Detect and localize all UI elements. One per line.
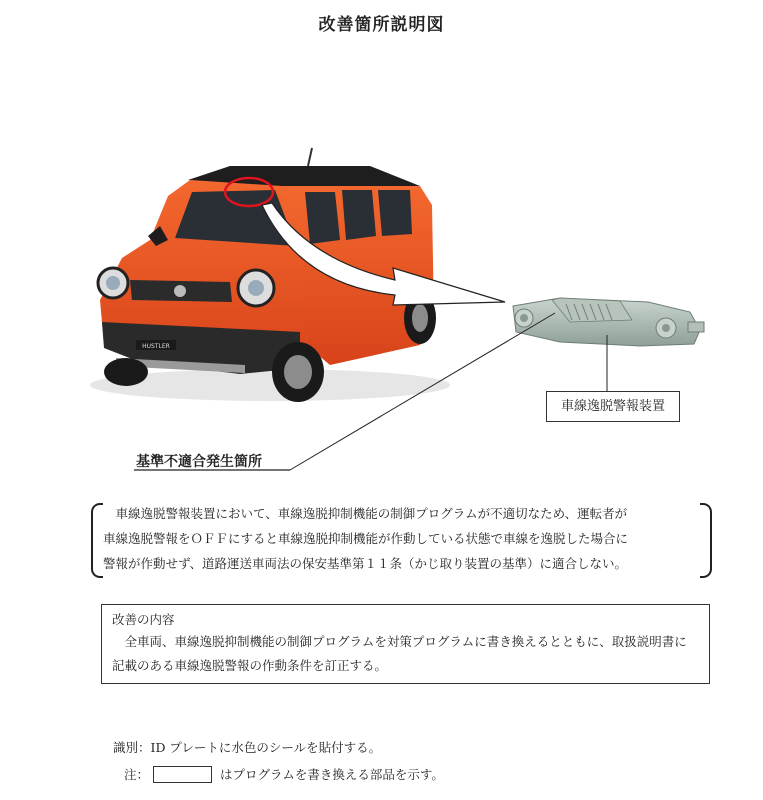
car-emblem: HUSTLER xyxy=(142,343,170,350)
note-legend-box xyxy=(153,766,212,783)
note-prefix: 注： xyxy=(124,767,150,782)
camera-device-illustration xyxy=(513,298,704,346)
description-line: 車線逸脱警報装置において、車線逸脱抑制機能の制御プログラムが不適切なため、運転者が xyxy=(115,506,628,521)
fix-heading: 改善の内容 xyxy=(112,612,175,627)
fix-content-box xyxy=(101,604,710,684)
device-label: 車線逸脱警報装置 xyxy=(546,391,680,422)
identification-note: 識別：ID プレートに水色のシールを貼付する。 xyxy=(113,740,382,755)
description xyxy=(103,501,703,576)
note-suffix: はプログラムを書き換える部品を示す。 xyxy=(220,767,444,782)
page-title: 改善箇所説明図 xyxy=(318,15,445,35)
description-line: 車線逸脱警報をＯＦＦにすると車線逸脱抑制機能が作動している状態で車線を逸脱した場合に xyxy=(103,531,629,546)
fix-body: 全車両、車線逸脱抑制機能の制御プログラムを対策プログラムに書き換えるとともに、取扱説明書に記載のある車線逸脱警報の作動条件を訂正する。 xyxy=(112,634,687,673)
left-bracket xyxy=(91,503,103,578)
description-line: 警報が作動せず、道路運送車両法の保安基準第１１条（かじ取り装置の基準）に適合しない。 xyxy=(103,556,628,571)
issue-location-label: 基準不適合発生箇所 xyxy=(136,454,262,470)
note-line xyxy=(124,765,444,783)
